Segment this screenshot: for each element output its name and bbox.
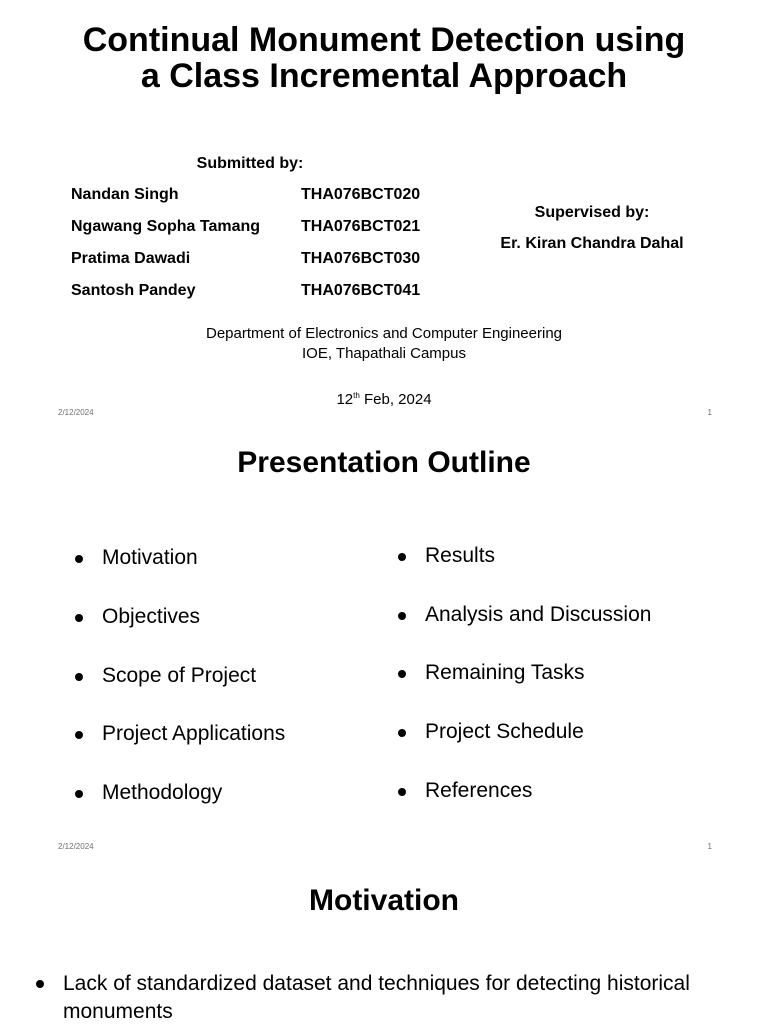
member-roll-number: THA076BCT020 xyxy=(301,186,421,203)
motivation-slide xyxy=(0,856,768,1024)
outline-slide xyxy=(0,422,768,856)
presentation-date xyxy=(234,391,534,408)
date-rest: Feb, 2024 xyxy=(359,391,432,408)
outline-item-label: Analysis and Discussion xyxy=(425,603,652,626)
team-member-row xyxy=(71,282,491,302)
bullet-icon xyxy=(75,673,83,681)
bullet-icon xyxy=(398,788,406,796)
motivation-bullet-text: Lack of standardized dataset and techniques for detecting historical monuments xyxy=(63,972,690,1023)
member-roll-number: THA076BCT021 xyxy=(301,218,421,235)
slide-title: Presentation Outline xyxy=(237,446,531,479)
bullet-icon xyxy=(75,555,83,563)
team-member-row xyxy=(71,250,491,270)
team-member-row xyxy=(71,218,491,238)
footer-date: 2/12/2024 xyxy=(58,408,94,417)
outline-item-label: Project Schedule xyxy=(425,720,584,743)
bullet-icon xyxy=(75,614,83,622)
outline-item-label: Objectives xyxy=(102,605,201,628)
title-line-1: Continual Monument Detection using xyxy=(82,21,686,59)
bullet-icon xyxy=(398,553,406,561)
slide-number: 1 xyxy=(707,408,712,417)
supervisor-name: Er. Kiran Chandra Dahal xyxy=(500,235,684,252)
outline-item-label: Remaining Tasks xyxy=(425,661,585,684)
outline-item-label: Motivation xyxy=(102,546,198,569)
department-name: Department of Electronics and Computer Engineering xyxy=(205,325,563,342)
outline-item-label: Methodology xyxy=(102,781,223,804)
member-name: Nandan Singh xyxy=(71,186,179,203)
outline-item-label: Scope of Project xyxy=(102,664,257,687)
member-name: Ngawang Sopha Tamang xyxy=(71,218,261,235)
supervised-by-label: Supervised by: xyxy=(534,204,650,221)
presentation-title xyxy=(40,22,728,94)
member-name: Pratima Dawadi xyxy=(71,250,191,267)
footer-date: 2/12/2024 xyxy=(58,842,94,851)
bullet-icon xyxy=(398,612,406,620)
team-member-row xyxy=(71,186,491,206)
member-roll-number: THA076BCT041 xyxy=(301,282,421,299)
submitted-by-label: Submitted by: xyxy=(196,155,304,172)
bullet-icon xyxy=(398,729,406,737)
member-name: Santosh Pandey xyxy=(71,282,196,299)
title-line-2: a Class Incremental Approach xyxy=(140,57,628,95)
outline-item-label: Project Applications xyxy=(102,722,286,745)
bullet-icon xyxy=(398,670,406,678)
affiliation xyxy=(100,324,668,364)
outline-item-label: References xyxy=(425,779,533,802)
date-day: 12 xyxy=(336,391,354,408)
slide-number: 1 xyxy=(707,842,712,851)
slide-title: Motivation xyxy=(309,884,459,917)
bullet-icon xyxy=(75,731,83,739)
title-slide xyxy=(0,0,768,422)
outline-item-label: Results xyxy=(425,544,496,567)
member-roll-number: THA076BCT030 xyxy=(301,250,421,267)
bullet-icon xyxy=(75,790,83,798)
campus-name: IOE, Thapathali Campus xyxy=(302,345,466,362)
date-suffix: th xyxy=(353,391,360,400)
bullet-icon xyxy=(36,980,44,988)
